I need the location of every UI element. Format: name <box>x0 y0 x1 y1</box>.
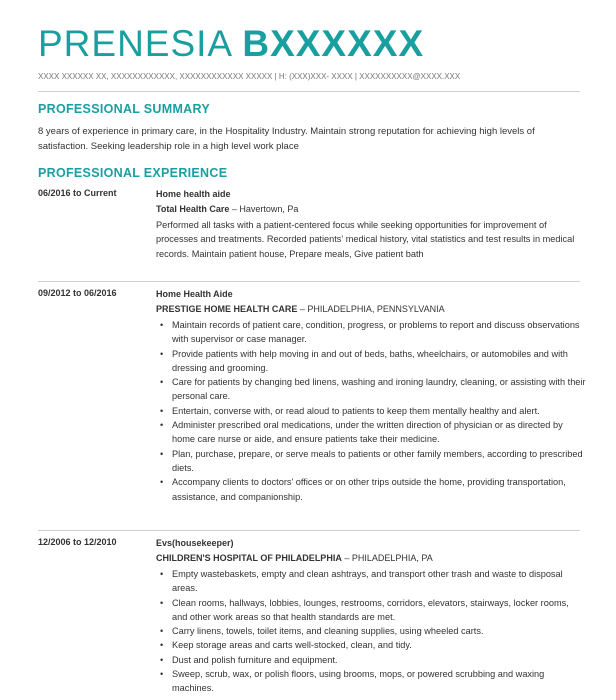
duty-item: • Care for patients by changing bed linens, washing and ironing laundry, cleaning, or assisting with their personal care. <box>172 375 586 404</box>
duty-item: • Empty wastebaskets, empty and clean ashtrays, and transport other trash and waste to disposal areas. <box>172 567 586 596</box>
contact-line: XXXX XXXXXX XX, XXXXXXXXXXXX, XXXXXXXXXXXX XXXXX | H: (XXX)XXX- XXXX | XXXXXXXXXX@XXXX.XXX <box>38 72 461 81</box>
duty-item: • Dust and polish furniture and equipment. <box>172 653 586 667</box>
candidate-name <box>38 22 424 66</box>
job-location: PHILADELPHIA, PA <box>351 553 433 563</box>
job-duties <box>156 567 586 696</box>
duty-item: • Carry linens, towels, toilet items, and cleaning supplies, using wheeled carts. <box>172 624 586 638</box>
job-description: Performed all tasks with a patient-centered focus while seeking opportunities for improvement of processes and treatments. Recorded patients' medical history, vital statistics and test results in medical records. Maintain patient house, Prepare meals, Give patient bath <box>156 220 575 259</box>
employer-separator: – <box>231 204 237 214</box>
job-dates: 09/2012 to 06/2016 <box>38 288 117 298</box>
job-title: Home Health Aide <box>156 289 233 299</box>
duty-item: • Keep storage areas and carts well-stocked, clean, and tidy. <box>172 638 586 652</box>
job-employer <box>156 303 586 315</box>
duty-item: • Maintain records of patient care, condition, progress, or problems to report and discuss observations with supervisor or case manager. <box>172 318 586 347</box>
job-divider <box>38 530 580 531</box>
duty-item: • Administer prescribed oral medications, under the written direction of physician or as directed by home care nurse or aide, and ensure patients take their medicine. <box>172 418 586 447</box>
duty-item: • Sweep, scrub, wax, or polish floors, using brooms, mops, or powered scrubbing and waxing machines. <box>172 667 586 696</box>
company-name: CHILDREN'S HOSPITAL OF PHILADELPHIA <box>156 553 342 563</box>
job-divider <box>38 281 580 282</box>
company-name: PRESTIGE HOME HEALTH CARE <box>156 304 298 314</box>
job-location: PHILADELPHIA, PENNSYLVANIA <box>307 304 445 314</box>
experience-heading: PROFESSIONAL EXPERIENCE <box>38 166 228 180</box>
employer-separator: – <box>299 304 305 314</box>
job-employer <box>156 552 586 564</box>
duty-item: • Plan, purchase, prepare, or serve meals to patients or other family members, according to prescribed diets. <box>172 447 586 476</box>
job-location: Havertown, Pa <box>239 204 299 214</box>
duty-item: • Provide patients with help moving in and out of beds, baths, wheelchairs, or automobiles and with dressing and grooming. <box>172 347 586 376</box>
summary-text: 8 years of experience in primary care, in the Hospitality Industry. Maintain strong reputation for achieving high levels of satisfaction. Seeking leadership role in a high level work place <box>38 126 535 152</box>
summary-heading: PROFESSIONAL SUMMARY <box>38 102 210 116</box>
header-divider <box>38 91 580 92</box>
duty-item: • Clean rooms, hallways, lobbies, lounges, restrooms, corridors, elevators, stairways, locker rooms, and other work areas so that health standards are met. <box>172 596 586 625</box>
last-name: BXXXXXX <box>242 23 425 64</box>
employer-separator: – <box>344 553 350 563</box>
company-name: Total Health Care <box>156 204 230 214</box>
duty-item: • Accompany clients to doctors' offices or on other trips outside the home, providing transportation, assistance, and companionship. <box>172 475 586 504</box>
job-dates: 06/2016 to Current <box>38 188 117 198</box>
duty-item: • Entertain, converse with, or read aloud to patients to keep them mentally healthy and alert. <box>172 404 586 418</box>
job-employer <box>156 203 586 215</box>
job-duties <box>156 318 586 504</box>
first-name: PRENESIA <box>38 23 232 64</box>
job-title: Home health aide <box>156 189 231 199</box>
job-dates: 12/2006 to 12/2010 <box>38 537 117 547</box>
job-title: Evs(housekeeper) <box>156 538 234 548</box>
